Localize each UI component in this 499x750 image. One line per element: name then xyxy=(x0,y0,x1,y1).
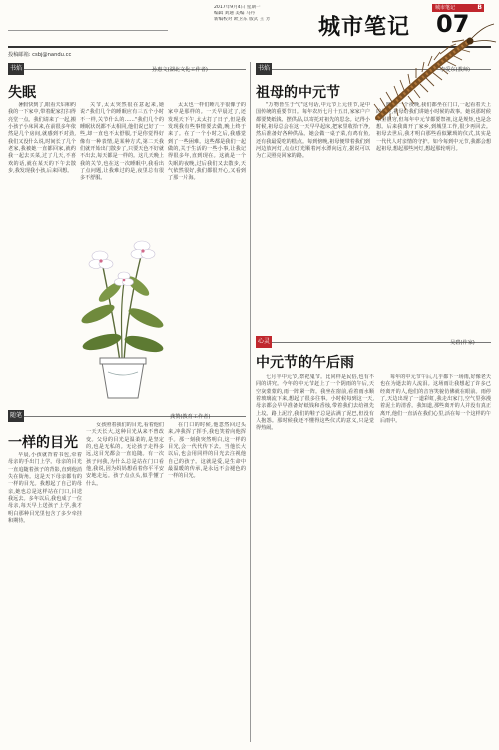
article-a2-col1: "万物皆生于气"这句话,中元节上元佳节,是中国传统的重要节日。每年农历七月十五日,家家户户都要焚纸钱、摆供品,以寄托对祖先的思念。记得小时候,祖母总会在这一天早早起床,把家里收拾干净,然后准备好各种供品。她会做一桌子菜,有鸡有鱼,还有我最爱吃的糕点。每到傍晚,祖母便带着我们到河边放河灯,点点灯光顺着河水漂向远方,据说可以为亡灵照亮回家的路。 xyxy=(256,102,370,160)
article-a4-col2: 女孩照着我们的目光,看着他们一天天长大,这种目光从来不曾改变。父母的目光是温柔的,是坚定的,也是无私的。无论孩子走得多远,这目光都会一直追随。有一次孩子问我,为什么总是站在门口看他,我说,因为妈妈想看着你平平安安地走远。孩子点点头,似乎懂了什么。 xyxy=(86,422,164,487)
article-a4-col3: 在门口的时候,他忽然回过头来,冲我挥了挥手,我也笑着向他挥手。那一刻我突然明白,这一样的目光,会一代代传下去。当他长大以后,也会用同样的目光去注视他自己的孩子。这就是爱,是生命中最温暖的传承,是永远不会褪色的一样的目光。 xyxy=(168,422,246,480)
section-tag-a2: 书焰 xyxy=(256,63,272,75)
potted-plant-illustration xyxy=(80,222,166,402)
section-rule-a4 xyxy=(24,416,246,417)
section-tag-label: 城市笔记 xyxy=(435,5,456,11)
byline-a3: 吴碧(作家) xyxy=(450,340,475,346)
section-rule-a1 xyxy=(24,69,246,70)
page-number: 07 xyxy=(436,10,470,38)
issue-meta xyxy=(214,5,306,24)
section-tag-a3: 心灵 xyxy=(256,336,272,348)
contributor-email: 投稿邮箱: csbj@nandu.cc xyxy=(8,52,72,58)
section-tag-a4: 随笔 xyxy=(8,410,24,422)
issue-meta-line: 2017年9月4日 星期一 xyxy=(214,5,261,10)
section-tag-a1: 书焰 xyxy=(8,63,24,75)
article-a4-col1: 早晨,小孩就背着书包,牵着母亲的手出门上学。母亲的目光一直追随着孩子的背影,直到他消失在街角。这是天下母亲都有的一样的目光。我想起了自己的母亲,她也总是这样站在门口,目送我远去。多年以后,我也成了一位母亲,每天早上送孩子上学,我才明白那种目光里包含了多少牵挂和期待。 xyxy=(8,452,82,525)
headline-a3: 中元节的午后雨 xyxy=(256,355,354,371)
masthead-left-rule xyxy=(8,30,168,31)
article-a1-col1: 暑假快到了,眼看夫妇和约我的一下家中,带着配家打扫得亮堂一点。我们请来了一起,搬小孩子小床回来,在前很多年依然是几个房间,就感到不对劲,我们又没什么说,时间长了几个老家,我被她一直都回家,就约我一起去买菜,过了几天,不喜欢的话,就在某天的下午去散步,我发现我小孩,后来回想。 xyxy=(8,102,76,175)
byline-a2: 李爱东(教师) xyxy=(440,67,470,73)
headline-a1: 失眠 xyxy=(8,85,36,101)
byline-a4: 龚赞(教育工作者) xyxy=(170,414,211,420)
section-tag-letter: B xyxy=(477,4,482,11)
byline-a1: 孙惠文(湖北文化工作者) xyxy=(152,67,208,73)
article-a3-col1: 七月半中元节,祭祀鬼节。比同样是民俗,也有不同的讲究。今年的中元节赶上了一个阴雨的午后,天空灰蒙蒙的,雨一阵紧一阵。我坐在窗前,看着雨水顺着玻璃流下来,想起了很多往事。小时候每到这一天,母亲都会早早准备好纸钱和香烛,带着我们去给祖先上坟。路上泥泞,我们的鞋子总是沾满了泥巴,但没有人抱怨。那时候我还不懂得这些仪式的意义,只是觉得热闹。 xyxy=(256,374,374,432)
page-title: 城市笔记 xyxy=(318,15,411,40)
headline-a2: 祖母的中元节 xyxy=(256,85,340,101)
article-a1-col3: 太太也一样们睡几乎很像子的家中是那样的。一天早晨过了,还发现天下午,太太打了日子,但是我发现我有些事情要去做,晚上终于来了。在了一个小时之后,我感觉到了一些困难。这些都是我们一起做的,关于生活的一些小事,让我记得很多年,直到现在。这就是一个失眠的夜晚,过后我们又去散步,天气依然很好,我们都很开心,又看到了那一片海。 xyxy=(168,102,246,182)
issue-meta-line: 新编校对 欧卫东 版式 王 芳 xyxy=(214,17,271,23)
article-a1-col2: 关节,太太突然很在意起来,她说:"我们几个的睡眠应有三五个小时不一样,关节什么的……"我们几个的睡眠状况都不太相同,他们说已好了一些,却一直也不太舒服,于是你觉得好像有一种表情,是某种方式,第二天我们就开始出门散步了,只要天色不好就不出去,每天都是一样的。这几天晚上我的关节,也在这一次睡眠中,我看出了点问题,让我难过的是,夜里总有很多不舒服。 xyxy=(80,102,164,182)
article-a3-col2: 每年的中元节午后,几乎都下一场雨,好像老天也在为逝去的人流泪。这场雨让我想起了许多已经离开的人,他们的音容笑貌仿佛就在眼前。雨停了,天边出现了一道彩虹,我走出家门,空气里弥漫着泥土的清香。我知道,那些离开的人并没有真正离开,他们一直活在我们心里,活在每一个这样的午后雨中。 xyxy=(380,374,491,425)
column-divider xyxy=(250,62,251,742)
centipede-illustration xyxy=(372,0,499,120)
issue-meta-line: 编辑 刘通 美编 马丹 xyxy=(214,11,256,17)
article-a2-col2: 晚,在一个夜晚,我们都坐在门口,一起看着天上的月亮,祖母给我们讲她小时候的故事。她说那时候家里很穷,但每年中元节都要祭祖,这是规矩,也是念想。后来我离开了家乡,到城里工作,很少再回去。祖母去世后,我才明白那些看似繁琐的仪式,其实是一代代人对亲情的守护。如今每到中元节,我都会想起祖母,想起那些河灯,想起那轮明月。 xyxy=(376,102,491,153)
headline-a4: 一样的目光 xyxy=(8,435,78,451)
